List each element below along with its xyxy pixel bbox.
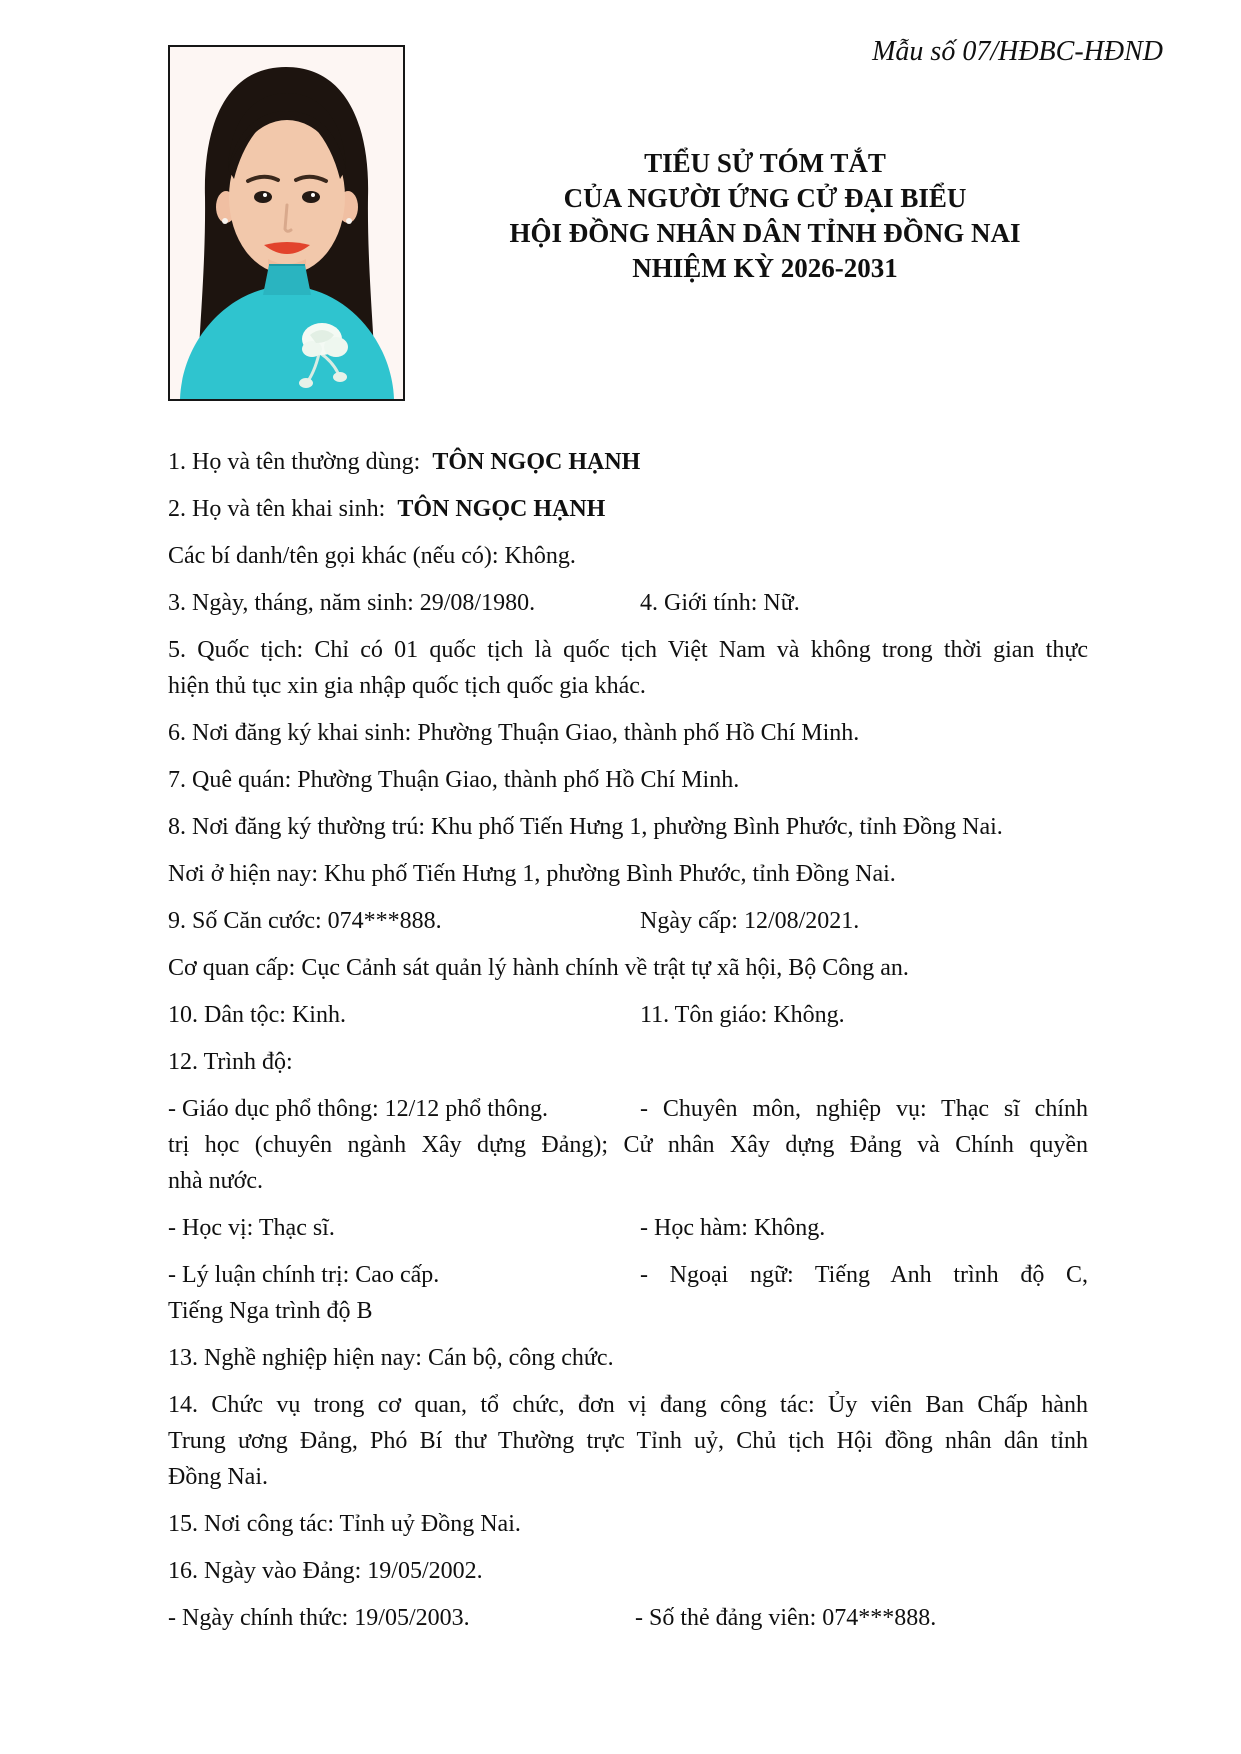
field-foreign-language: - Ngoại ngữ: Tiếng Anh trình độ C, [640,1262,1088,1288]
field-position-line-3: Đồng Nai. [168,1464,268,1490]
title-line-4: NHIỆM KỲ 2026-2031 [632,253,898,283]
field-id-number-row [168,903,1088,939]
field-workplace: 15. Nơi công tác: Tỉnh uỷ Đồng Nai. [168,1511,521,1537]
field-birth-name-label: 2. Họ và tên khai sinh: [168,496,386,522]
field-id-issue-date: Ngày cấp: 12/08/2021. [640,908,860,934]
field-education-heading: 12. Trình độ: [168,1049,293,1075]
field-birth-name-value: TÔN NGỌC HẠNH [397,496,606,522]
field-political-theory: - Lý luận chính trị: Cao cấp. - Ngoại ngữ: Tiếng Anh trình độ C, [168,1257,1088,1293]
field-position-line-1: 14. Chức vụ trong cơ quan, tổ chức, đơn vị đang công tác: Ủy viên Ban Chấp hành [168,1392,1088,1418]
field-academic-title: - Học hàm: Không. [640,1215,826,1241]
field-ethnicity: 10. Dân tộc: Kinh. [168,1002,346,1028]
field-current-residence: Nơi ở hiện nay: Khu phố Tiến Hưng 1, phường Bình Phước, tỉnh Đồng Nai. [168,861,896,887]
field-occupation: 13. Nghề nghiệp hiện nay: Cán bộ, công chức. [168,1345,614,1371]
field-birth-registration: 6. Nơi đăng ký khai sinh: Phường Thuận Giao, thành phố Hồ Chí Minh. [168,720,860,746]
field-position-line-2: Trung ương Đảng, Phó Bí thư Thường trực Tỉnh uỷ, Chủ tịch Hội đồng nhân dân tỉnh [168,1428,1088,1454]
field-degree-row [168,1210,1088,1246]
field-aliases: Các bí danh/tên gọi khác (nếu có): Không. [168,543,576,569]
field-nationality-line-1: 5. Quốc tịch: Chỉ có 01 quốc tịch là quốc tịch Việt Nam và không trong thời gian thực [168,637,1088,663]
title-line-1: TIỂU SỬ TÓM TẮT [644,148,886,178]
document-title [405,146,1125,286]
field-education-line-2: trị học (chuyên ngành Xây dựng Đảng); Cử nhân Xây dựng Đảng và Chính quyền [168,1132,1088,1158]
field-foreign-language-line-2: Tiếng Nga trình độ B [168,1298,373,1324]
field-party-card-number: - Số thẻ đảng viên: 074***888. [635,1605,937,1631]
field-birth-name [168,491,1088,527]
field-professional-education: - Chuyên môn, nghiệp vụ: Thạc sĩ chính [640,1096,1088,1122]
title-line-3: HỘI ĐỒNG NHÂN DÂN TỈNH ĐỒNG NAI [509,218,1021,248]
field-education-line-3: nhà nước. [168,1168,264,1194]
field-position [168,1387,1088,1495]
field-dob-gender [168,585,1088,621]
form-number: Mẫu số 07/HĐBC-HĐND [872,36,1163,67]
field-common-name-value: TÔN NGỌC HẠNH [432,449,641,475]
field-dob: 3. Ngày, tháng, năm sinh: 29/08/1980. [168,590,536,616]
candidate-portrait [170,47,403,399]
form-fields [168,444,1088,1647]
field-general-education: - Giáo dục phổ thông: 12/12 phổ thông. - Chuyên môn, nghiệp vụ: Thạc sĩ chính [168,1091,1088,1127]
field-party-join-date: 16. Ngày vào Đảng: 19/05/2002. [168,1558,483,1584]
field-hometown: 7. Quê quán: Phường Thuận Giao, thành phố Hồ Chí Minh. [168,767,740,793]
field-party-official-date: - Ngày chính thức: 19/05/2003. [168,1605,470,1631]
field-education-detail [168,1091,1088,1199]
field-ethnicity-religion [168,997,1088,1033]
field-id-number: 9. Số Căn cước: 074***888. [168,908,442,934]
field-common-name [168,444,1088,480]
field-nationality [168,632,1088,704]
field-common-name-label: 1. Họ và tên thường dùng: [168,449,421,475]
field-religion: 11. Tôn giáo: Không. [640,1002,845,1028]
field-academic-degree: - Học vị: Thạc sĩ. [168,1215,335,1241]
field-id-issuer: Cơ quan cấp: Cục Cảnh sát quản lý hành chính về trật tự xã hội, Bộ Công an. [168,955,909,981]
field-permanent-residence: 8. Nơi đăng ký thường trú: Khu phố Tiến Hưng 1, phường Bình Phước, tỉnh Đồng Nai. [168,814,1003,840]
field-gender: 4. Giới tính: Nữ. [640,590,800,616]
field-political-theory-row [168,1257,1088,1329]
field-nationality-line-2: hiện thủ tục xin gia nhập quốc tịch quốc gia khác. [168,673,646,699]
candidate-photo [168,45,405,401]
title-line-2: CỦA NGƯỜI ỨNG CỬ ĐẠI BIỂU [563,183,967,213]
field-party-official-row [168,1600,1088,1636]
